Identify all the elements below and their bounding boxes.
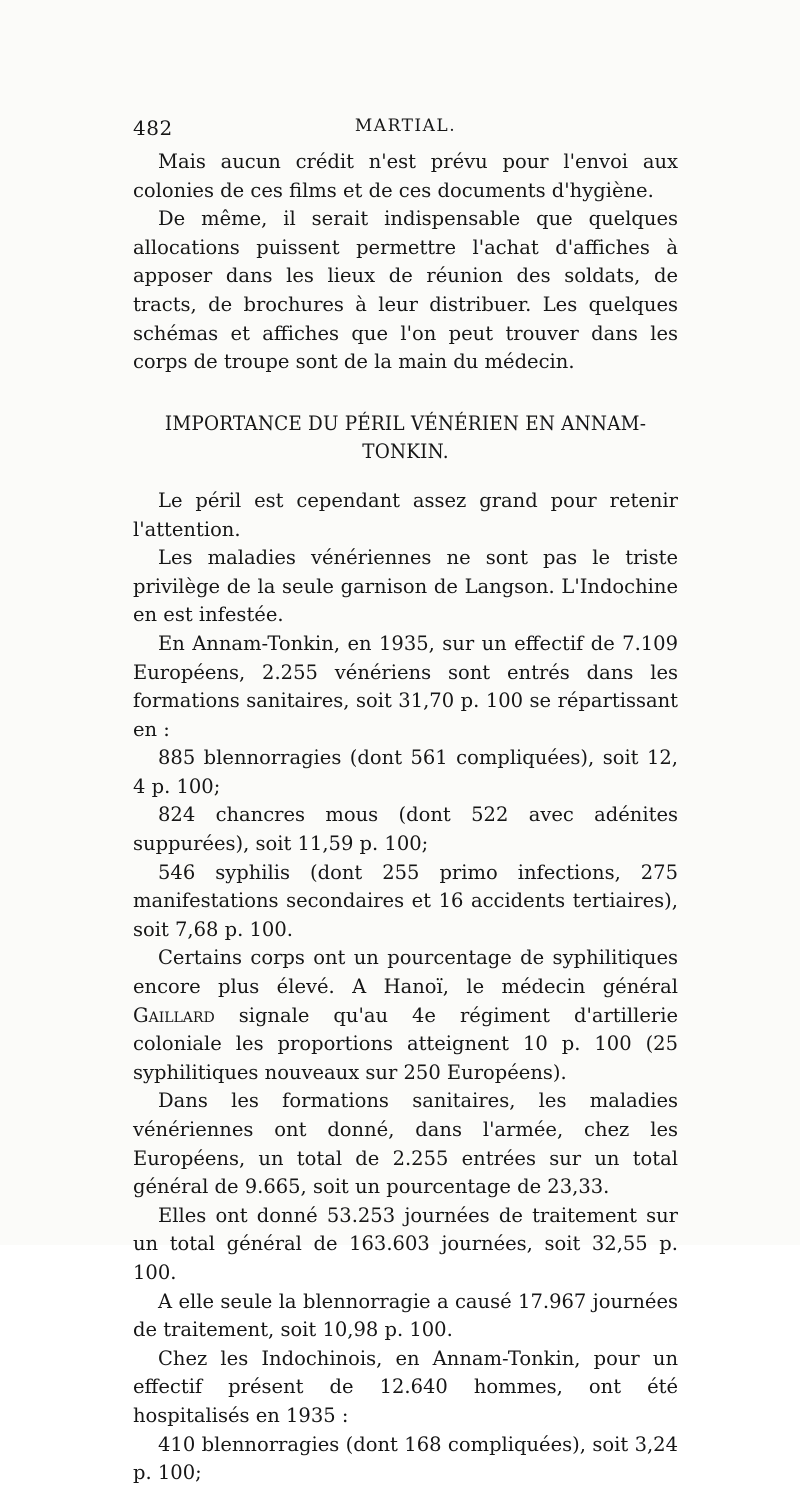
paragraph: Mais aucun crédit n'est prévu pour l'envoi aux colonies de ces films et de ces documents d'hygiène. [133,150,678,202]
body-text [133,148,678,1488]
paragraph: Les maladies vénériennes ne sont pas le triste privilège de la seule garnison de Langson. L'Indochine en est infestée. [133,546,678,627]
running-head: MARTIAL. [354,116,457,136]
list-item: 885 blennorragies (dont 561 compliquées), soit 12, 4 p. 100; [133,746,678,798]
list-item: 546 syphilis (dont 255 primo infections, 275 manifestations secondaires et 16 accidents tertiaires), soit 7,68 p. 100. [133,860,678,941]
paragraph: Chez les Indochinois, en Annam-Tonkin, pour un effectif présent de 12.640 hommes, ont été hospitalisés en 1935 : [133,1346,678,1427]
paragraph [133,944,678,1087]
text-span: signale qu'au 4e régiment d'artillerie coloniale les proportions atteignent 10 p. 100 (25 syphilitiques nouveaux sur 250 Européens). [133,1003,678,1084]
paragraph: A elle seule la blennorragie a causé 17.967 journées de traitement, soit 10,98 p. 100. [133,1289,678,1342]
author-name: Gaillard [133,1003,215,1027]
page-number: 482 [133,116,173,140]
paragraph: En Annam-Tonkin, en 1935, sur un effectif de 7.109 Européens, 2.255 vénériens sont entrés dans les formations sanitaires, soit 31,70 p. 100 se répartissant en : [133,631,678,741]
paragraph: De même, il serait indispensable que quelques allocations puissent permettre l'achat d'affiches à apposer dans les lieux de réunion des soldats, de tracts, de brochures à leur distribuer. Les quelques schémas et affiches que l'on peut trouver dans les corps de troupe sont de la main du médecin. [133,207,678,374]
paragraph: Dans les formations sanitaires, les maladies vénériennes ont donné, dans l'armée, chez les Européens, un total de 2.255 entrées sur un total général de 9.665, soit un pourcentage de 23,33. [133,1089,678,1199]
page-header [133,116,678,146]
section-title: IMPORTANCE DU PÉRIL VÉNÉRIEN EN ANNAM-TONKIN. [164,410,647,464]
text-span: Certains corps ont un pourcentage de syphilitiques encore plus élevé. A Hanoï, le médecin général [133,946,678,999]
paragraph: Elles ont donné 53.253 journées de traitement sur un total général de 163.603 journées, soit 32,55 p. 100. [133,1203,678,1284]
paragraph: Le péril est cependant assez grand pour retenir l'attention. [133,488,678,541]
list-item: 410 blennorragies (dont 168 compliquées), soit 3,24 p. 100; [133,1432,678,1485]
list-item: 824 chancres mous (dont 522 avec adénites suppurées), soit 11,59 p. 100; [133,803,678,856]
